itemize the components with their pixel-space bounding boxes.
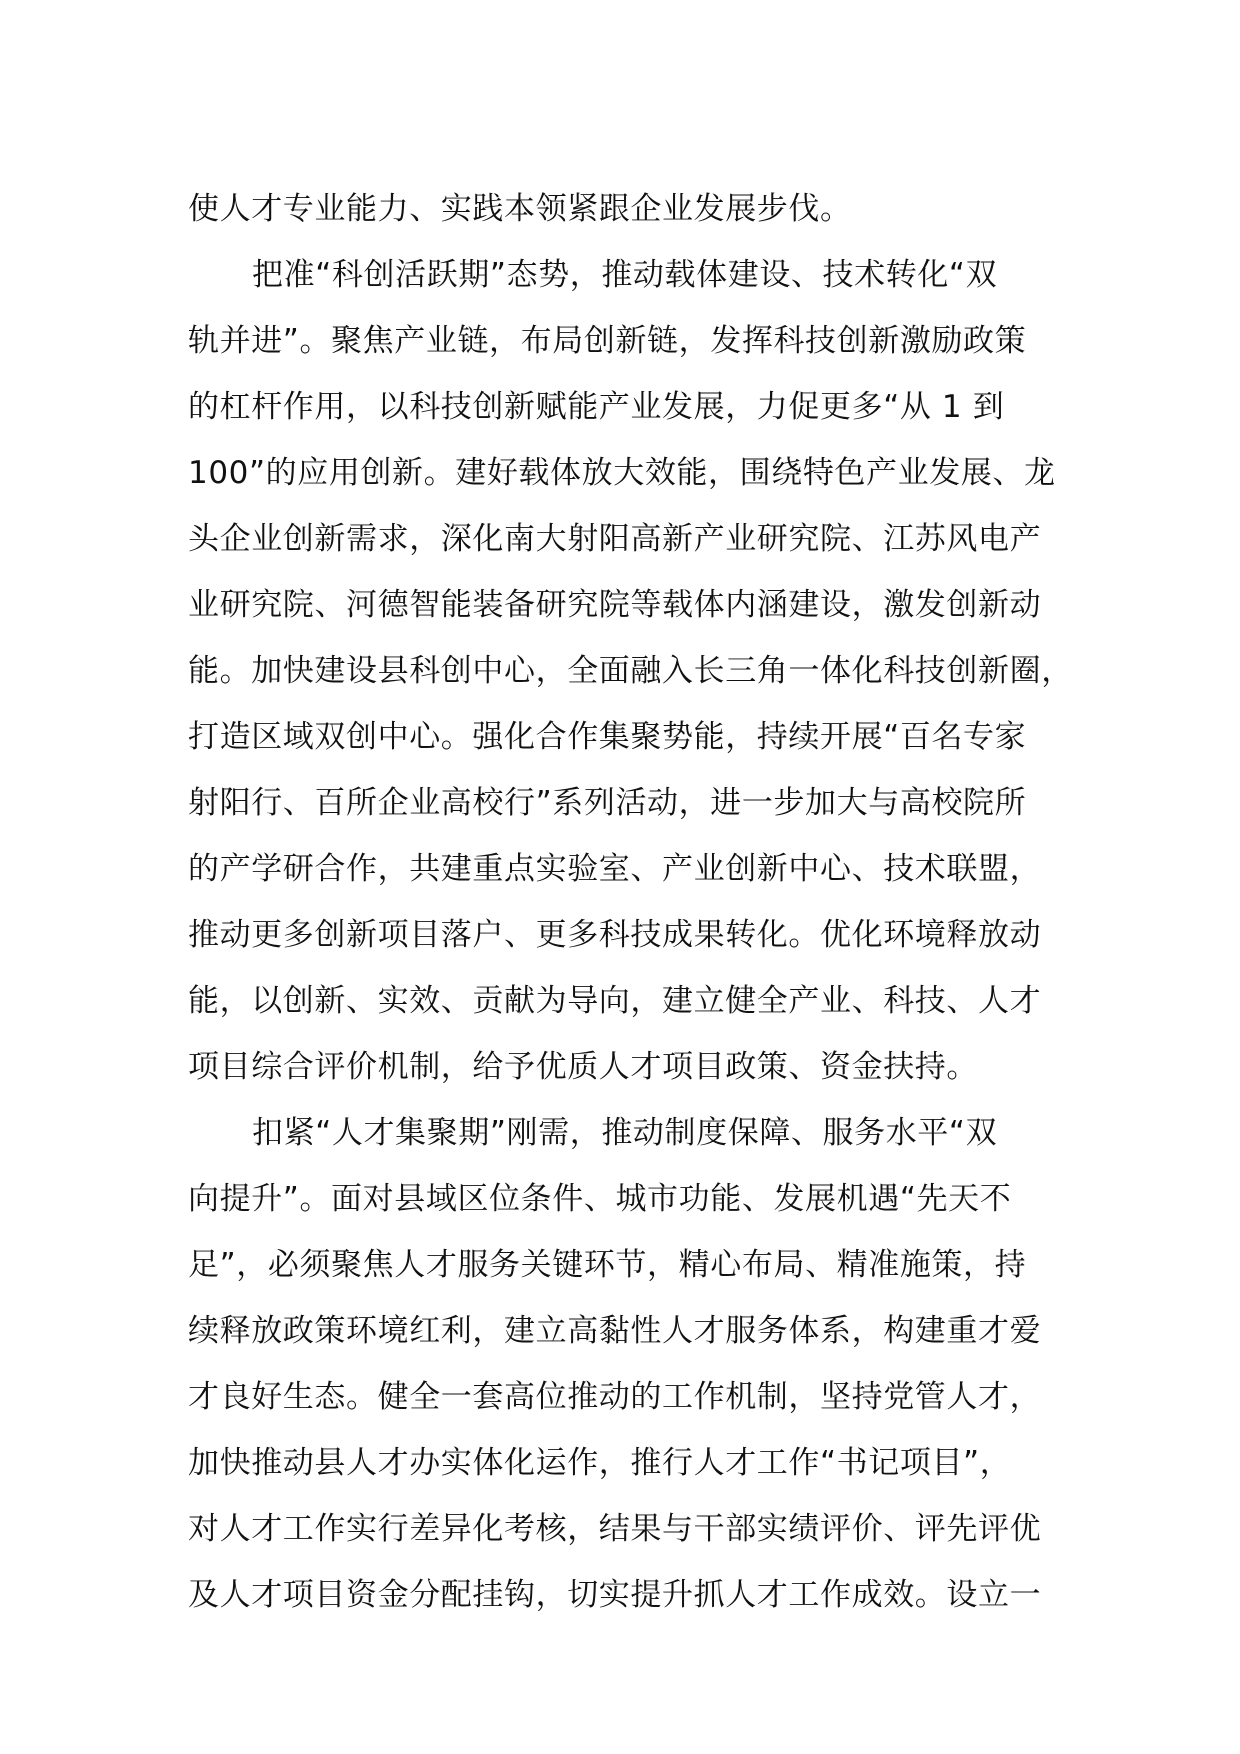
text-line: 头企业创新需求，深化南大射阳高新产业研究院、江苏风电产 xyxy=(188,521,1042,557)
text-line: 才良好生态。健全一套高位推动的工作机制，坚持党管人才， xyxy=(188,1379,1042,1415)
paragraph-start-line: 扣紧“人才集聚期”刚需，推动制度保障、服务水平“双 xyxy=(252,1115,998,1151)
text-line: 100”的应用创新。建好载体放大效能，围绕特色产业发展、龙 xyxy=(188,455,1056,491)
text-line: 射阳行、百所企业高校行”系列活动，进一步加大与高校院所 xyxy=(188,785,1027,821)
text-line: 续释放政策环境红利，建立高黏性人才服务体系，构建重才爱 xyxy=(188,1313,1042,1349)
text-line: 打造区域双创中心。强化合作集聚势能，持续开展“百名专家 xyxy=(188,719,1027,755)
text-line: 对人才工作实行差异化考核，结果与干部实绩评价、评先评优 xyxy=(188,1511,1042,1547)
body-text xyxy=(188,176,1073,1628)
text-line: 足”，必须聚焦人才服务关键环节，精心布局、精准施策，持 xyxy=(188,1247,1027,1283)
text-line: 业研究院、河德智能装备研究院等载体内涵建设，激发创新动 xyxy=(188,587,1042,623)
text-line: 的产学研合作，共建重点实验室、产业创新中心、技术联盟， xyxy=(188,851,1042,887)
text-line: 推动更多创新项目落户、更多科技成果转化。优化环境释放动 xyxy=(188,917,1042,953)
text-line: 向提升”。面对县域区位条件、城市功能、发展机遇“先天不 xyxy=(188,1181,1012,1217)
text-line: 轨并进”。聚焦产业链，布局创新链，发挥科技创新激励政策 xyxy=(188,323,1027,359)
text-line: 能，以创新、实效、贡献为导向，建立健全产业、科技、人才 xyxy=(188,983,1042,1019)
text-line: 能。加快建设县科创中心，全面融入长三角一体化科技创新圈， xyxy=(188,653,1073,689)
paragraph-start-line: 把准“科创活跃期”态势，推动载体建设、技术转化“双 xyxy=(252,257,998,293)
text-line: 的杠杆作用，以科技创新赋能产业发展，力促更多“从 1 到 xyxy=(188,389,1005,425)
text-line: 及人才项目资金分配挂钩，切实提升抓人才工作成效。设立一 xyxy=(188,1577,1042,1613)
text-line: 项目综合评价机制，给予优质人才项目政策、资金扶持。 xyxy=(188,1049,978,1085)
text-line: 加快推动县人才办实体化运作，推行人才工作“书记项目”， xyxy=(188,1445,1012,1481)
text-line: 使人才专业能力、实践本领紧跟企业发展步伐。 xyxy=(188,191,852,227)
